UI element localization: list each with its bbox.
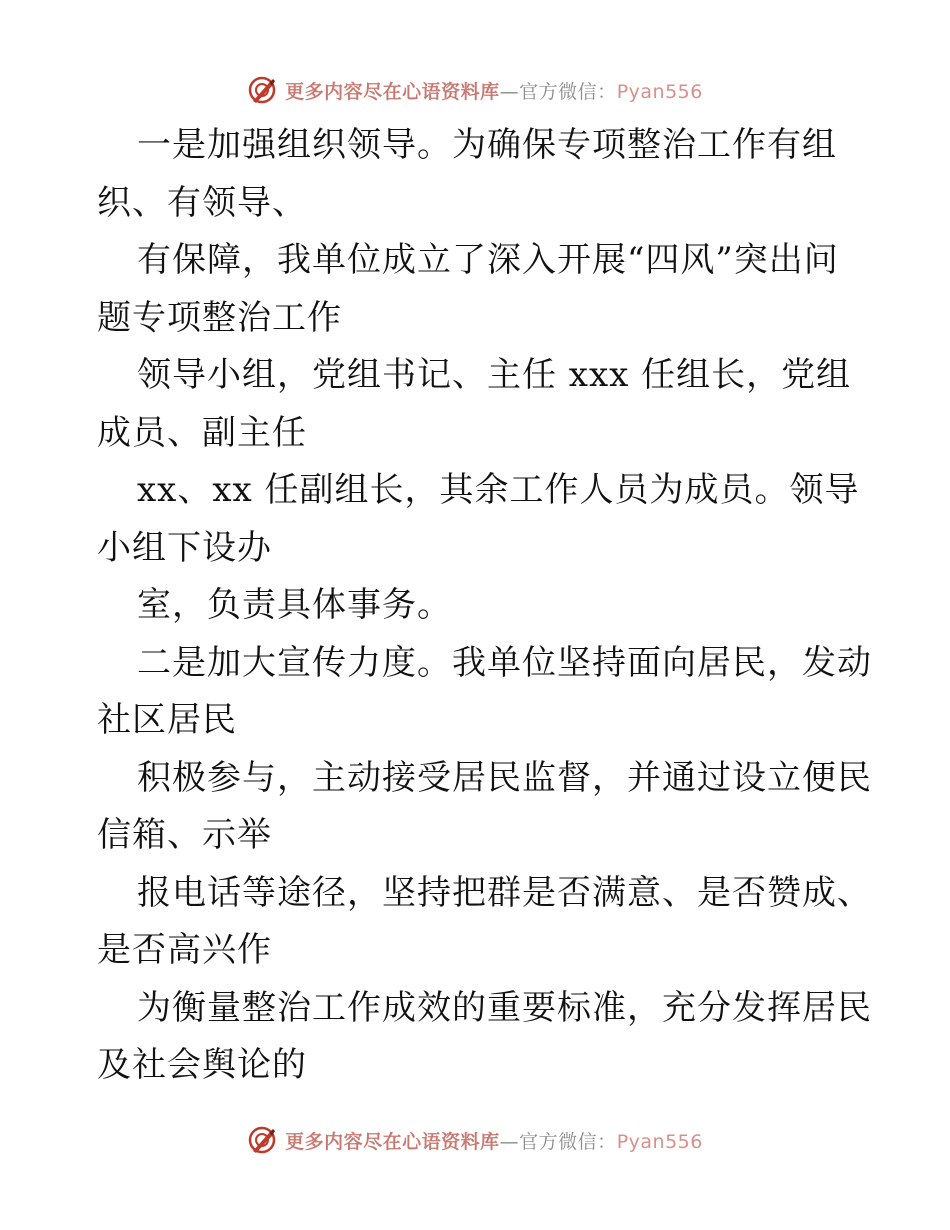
header-watermark (0, 70, 950, 110)
text-line: 织、有领导、 (97, 182, 307, 223)
text-line: 小组下设办 (97, 527, 272, 568)
text-line: 是否高兴作 (97, 930, 272, 970)
document-body (97, 117, 872, 1095)
watermark-id: Pyan556 (616, 80, 703, 103)
watermark-site: 更多内容尽在心语资料库 (285, 1130, 500, 1153)
watermark-text (285, 1127, 703, 1154)
watermark-label: 官方微信： (519, 1130, 617, 1153)
footer-watermark (0, 1120, 950, 1160)
watermark-id: Pyan556 (616, 1130, 703, 1153)
text-line: 有保障，我单位成立了深入开展“四风”突出问 (137, 240, 839, 280)
watermark-label: 官方微信： (519, 80, 617, 103)
text-line: 为衡量整治工作成效的重要标准，充分发挥居民 (137, 987, 872, 1028)
text-line: 室，负责具体事务。 (137, 585, 452, 625)
watermark-dash: — (499, 1130, 520, 1153)
text-line: xx、xx 任副组长，其余工作人员为成员。领导 (137, 470, 860, 510)
text-line: 社区居民 (97, 700, 237, 740)
text-line: 报电话等途径，坚持把群是否满意、是否赞成、 (137, 872, 872, 913)
watermark-text (285, 77, 703, 104)
text-line: 二是加大宣传力度。我单位坚持面向居民，发动 (137, 642, 872, 683)
text-line: 题专项整治工作 (97, 297, 342, 338)
text-line: 信箱、示举 (97, 815, 272, 855)
pen-logo-icon (247, 1125, 277, 1155)
watermark-dash: — (499, 80, 520, 103)
pen-logo-icon (247, 75, 277, 105)
text-line: 一是加强组织领导。为确保专项整治工作有组 (137, 125, 837, 165)
watermark-site: 更多内容尽在心语资料库 (285, 80, 500, 103)
text-line: 成员、副主任 (97, 412, 307, 453)
text-line: 领导小组，党组书记、主任 xxx 任组长，党组 (137, 355, 852, 395)
text-line: 及社会舆论的 (97, 1045, 307, 1085)
text-line: 积极参与，主动接受居民监督，并通过设立便民 (137, 757, 872, 798)
